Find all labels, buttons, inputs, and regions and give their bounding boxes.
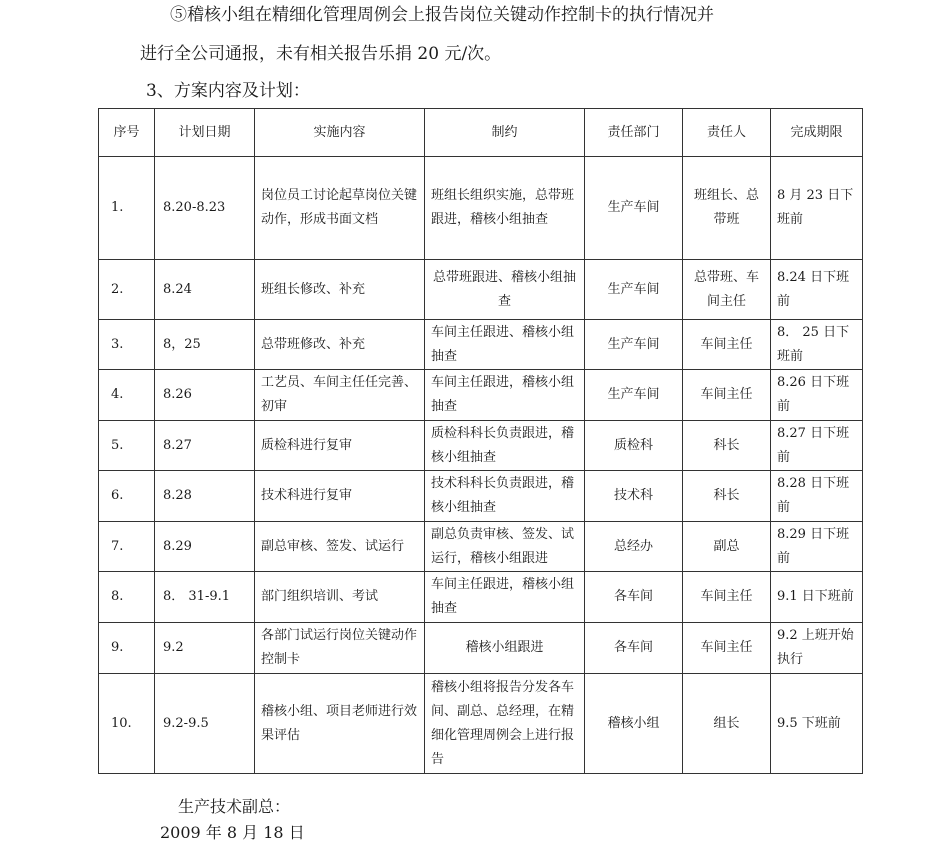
cell-content: 稽核小组、项目老师进行效果评估 — [255, 674, 425, 774]
cell-date: 8，25 — [155, 320, 255, 370]
cell-dept: 稽核小组 — [585, 674, 683, 774]
cell-date: 8.20-8.23 — [155, 157, 255, 260]
cell-dept: 生产车间 — [585, 157, 683, 260]
cell-deadline: 8.28 日下班前 — [771, 471, 863, 522]
cell-no: 5. — [99, 421, 155, 471]
cell-date: 9.2-9.5 — [155, 674, 255, 774]
cell-content: 总带班修改、补充 — [255, 320, 425, 370]
cell-person: 班组长、总带班 — [683, 157, 771, 260]
cell-person: 车间主任 — [683, 320, 771, 370]
header-deadline: 完成期限 — [771, 109, 863, 157]
cell-dept: 各车间 — [585, 623, 683, 674]
cell-person: 组长 — [683, 674, 771, 774]
cell-deadline: 8 月 23 日下班前 — [771, 157, 863, 260]
cell-control: 车间主任跟进，稽核小组抽查 — [425, 572, 585, 623]
cell-no: 3. — [99, 320, 155, 370]
cell-content: 班组长修改、补充 — [255, 260, 425, 320]
cell-control: 质检科科长负责跟进，稽核小组抽查 — [425, 421, 585, 471]
cell-no: 6. — [99, 471, 155, 522]
cell-control: 稽核小组将报告分发各车间、副总、总经理，在精细化管理周例会上进行报告 — [425, 674, 585, 774]
cell-dept: 总经办 — [585, 522, 683, 572]
table-row — [99, 471, 863, 522]
cell-no: 10. — [99, 674, 155, 774]
cell-content: 部门组织培训、考试 — [255, 572, 425, 623]
section-heading-plan: 3、方案内容及计划： — [146, 81, 310, 101]
cell-date: 8． 31-9.1 — [155, 572, 255, 623]
cell-deadline: 9.1 日下班前 — [771, 572, 863, 623]
table-row — [99, 260, 863, 320]
table-header-row — [99, 109, 863, 157]
cell-deadline: 8.27 日下班前 — [771, 421, 863, 471]
cell-date: 8.28 — [155, 471, 255, 522]
table-row — [99, 623, 863, 674]
cell-control: 车间主任跟进、稽核小组抽查 — [425, 320, 585, 370]
table-row — [99, 674, 863, 774]
cell-date: 9.2 — [155, 623, 255, 674]
signature-date: 2009 年 8 月 18 日 — [160, 823, 305, 842]
table-row — [99, 572, 863, 623]
cell-control: 技术科科长负责跟进，稽核小组抽查 — [425, 471, 585, 522]
cell-deadline: 8.24 日下班前 — [771, 260, 863, 320]
cell-content: 质检科进行复审 — [255, 421, 425, 471]
cell-person: 科长 — [683, 471, 771, 522]
header-dept: 责任部门 — [585, 109, 683, 157]
cell-deadline: 8.29 日下班前 — [771, 522, 863, 572]
cell-person: 总带班、车间主任 — [683, 260, 771, 320]
table-row — [99, 421, 863, 471]
cell-person: 车间主任 — [683, 572, 771, 623]
cell-deadline: 8.26 日下班前 — [771, 370, 863, 421]
cell-dept: 各车间 — [585, 572, 683, 623]
cell-no: 9. — [99, 623, 155, 674]
cell-person: 科长 — [683, 421, 771, 471]
cell-no: 4. — [99, 370, 155, 421]
cell-person: 副总 — [683, 522, 771, 572]
cell-date: 8.29 — [155, 522, 255, 572]
header-control: 制约 — [425, 109, 585, 157]
table-row — [99, 320, 863, 370]
cell-control: 班组长组织实施，总带班跟进，稽核小组抽查 — [425, 157, 585, 260]
cell-date: 8.24 — [155, 260, 255, 320]
table-row — [99, 157, 863, 260]
cell-dept: 生产车间 — [585, 260, 683, 320]
cell-person: 车间主任 — [683, 370, 771, 421]
cell-dept: 生产车间 — [585, 320, 683, 370]
table-row — [99, 522, 863, 572]
table-row — [99, 370, 863, 421]
header-no: 序号 — [99, 109, 155, 157]
cell-person: 车间主任 — [683, 623, 771, 674]
plan-table — [98, 108, 863, 774]
cell-date: 8.27 — [155, 421, 255, 471]
cell-control: 稽核小组跟进 — [425, 623, 585, 674]
header-person: 责任人 — [683, 109, 771, 157]
signature-title: 生产技术副总： — [178, 797, 291, 816]
cell-content: 工艺员、车间主任任完善、初审 — [255, 370, 425, 421]
cell-control: 总带班跟进、稽核小组抽查 — [425, 260, 585, 320]
header-content: 实施内容 — [255, 109, 425, 157]
cell-no: 1. — [99, 157, 155, 260]
cell-control: 副总负责审核、签发、试运行，稽核小组跟进 — [425, 522, 585, 572]
cell-content: 各部门试运行岗位关键动作控制卡 — [255, 623, 425, 674]
header-date: 计划日期 — [155, 109, 255, 157]
cell-dept: 技术科 — [585, 471, 683, 522]
cell-no: 2. — [99, 260, 155, 320]
paragraph-item5-line1: ⑤稽核小组在精细化管理周例会上报告岗位关键动作控制卡的执行情况并 — [170, 5, 714, 25]
cell-control: 车间主任跟进，稽核小组抽查 — [425, 370, 585, 421]
cell-dept: 生产车间 — [585, 370, 683, 421]
cell-content: 副总审核、签发、试运行 — [255, 522, 425, 572]
cell-date: 8.26 — [155, 370, 255, 421]
cell-no: 8. — [99, 572, 155, 623]
cell-content: 岗位员工讨论起草岗位关键动作，形成书面文档 — [255, 157, 425, 260]
cell-deadline: 9.2 上班开始执行 — [771, 623, 863, 674]
cell-deadline: 9.5 下班前 — [771, 674, 863, 774]
cell-content: 技术科进行复审 — [255, 471, 425, 522]
cell-dept: 质检科 — [585, 421, 683, 471]
cell-no: 7. — [99, 522, 155, 572]
cell-deadline: 8． 25 日下班前 — [771, 320, 863, 370]
paragraph-item5-line2: 进行全公司通报，未有相关报告乐捐 20 元/次。 — [140, 44, 502, 64]
